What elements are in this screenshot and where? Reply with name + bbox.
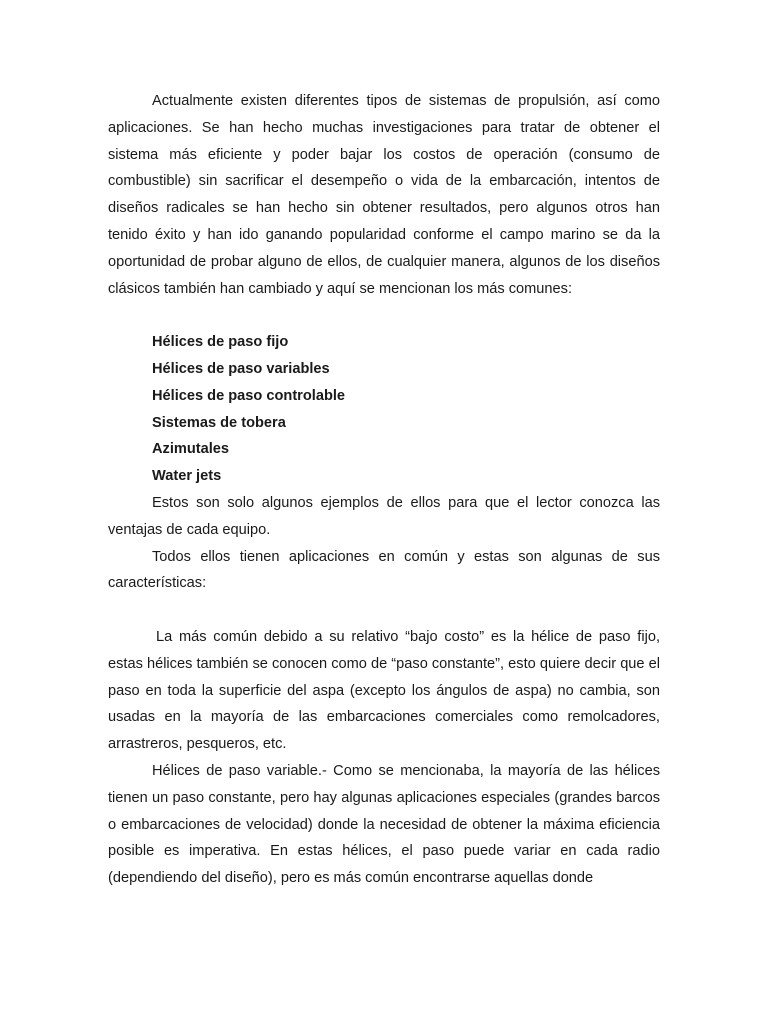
list-item: Hélices de paso controlable	[152, 387, 346, 404]
propulsion-types-list	[108, 329, 660, 490]
paragraph-gap	[108, 302, 660, 329]
list-item: Azimutales	[152, 441, 230, 458]
paragraph-fixed-pitch: La más común debido a su relativo “bajo costo” es la hélice de paso fijo, estas hélices también se conocen como de “paso constante”, esto quiere decir que el paso en toda la superficie del aspa (excepto los ángulos de aspa) no cambia, son usadas en la mayoría de las embarcaciones comerciales como remolcadores, arrastreros, pesqueros, etc.	[108, 628, 660, 753]
list-item: Hélices de paso variables	[152, 360, 330, 377]
document-body	[108, 88, 660, 892]
paragraph-intro: Actualmente existen diferentes tipos de sistemas de propulsión, así como aplicaciones. Se han hecho muchas investigaciones para tratar de obtener el sistema más eficiente y poder bajar los costos de operación (consumo de combustible) sin sacrificar el desempeño o vida de la embarcación, intentos de diseños radicales se han hecho sin obtener resultados, pero algunos otros han tenido éxito y han ido ganando popularidad conforme el campo marino se da la oportunidad de probar alguno de ellos, de cualquier manera, algunos de los diseños clásicos también han cambiado y aquí se mencionan los más comunes:	[108, 93, 660, 297]
paragraph-gap	[108, 597, 660, 624]
paragraph-variable-pitch: Hélices de paso variable.- Como se mencionaba, la mayoría de las hélices tienen un paso constante, pero hay algunas aplicaciones especiales (grandes barcos o embarcaciones de velocidad) donde la necesidad de obtener la máxima eficiencia posible es imperativa. En estas hélices, el paso puede variar en cada radio (dependiendo del diseño), pero es más común encontrarse aquellas donde	[108, 762, 660, 887]
paragraph-examples: Estos son solo algunos ejemplos de ellos para que el lector conozca las ventajas de cada equipo.	[108, 494, 660, 538]
paragraph-characteristics: Todos ellos tienen aplicaciones en común y estas son algunas de sus características:	[108, 548, 660, 592]
list-item: Water jets	[152, 468, 222, 485]
list-item: Sistemas de tobera	[152, 414, 286, 431]
list-item: Hélices de paso fijo	[152, 334, 289, 351]
